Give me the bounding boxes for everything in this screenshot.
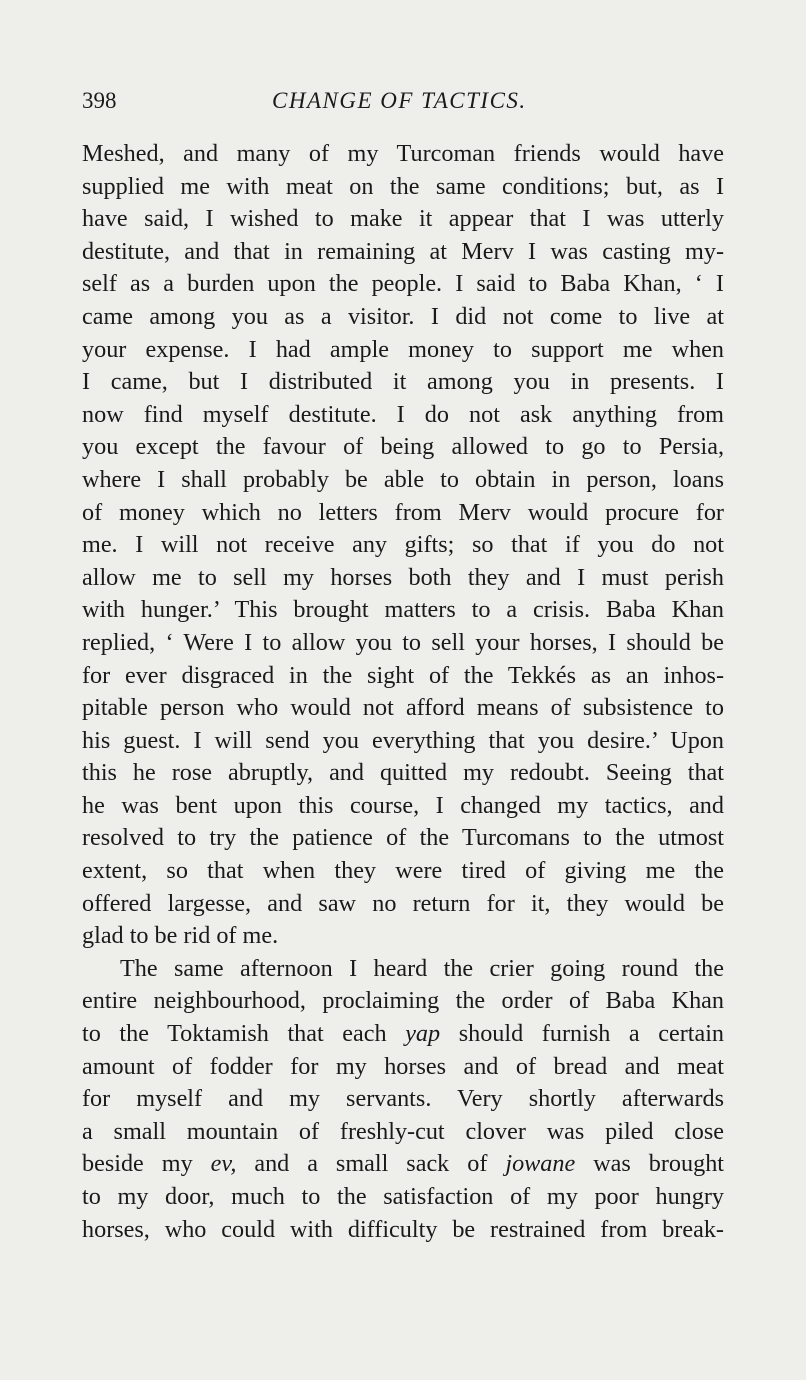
italic-word: ev, (210, 1150, 237, 1178)
text-line: destitute, and that in remaining at Merv I was casting my- (82, 237, 724, 265)
text-line: replied, ‘ Were I to allow you to sell your horses, I should be (82, 628, 724, 656)
text-line: entire neighbourhood, proclaiming the order of Baba Khan (82, 987, 724, 1015)
text-line: glad to be rid of me. (82, 922, 279, 950)
text-segment: was brought (575, 1150, 725, 1178)
page-number: 398 (82, 88, 117, 113)
text-line: have said, I wished to make it appear that I was utterly (82, 205, 724, 233)
text-line (82, 1148, 724, 1181)
paragraph-1 (82, 138, 724, 953)
text-line: to my door, much to the satisfaction of my poor hungry (82, 1183, 724, 1210)
text-line: self as a burden upon the people. I said to Baba Khan, ‘ I (82, 270, 724, 298)
text-line (82, 1018, 724, 1051)
text-line: now find myself destitute. I do not ask anything from (82, 400, 724, 428)
text-line: supplied me with meat on the same conditions; but, as I (82, 172, 724, 200)
text-line: offered largesse, and saw no return for it, they would be (82, 889, 724, 917)
text-line: your expense. I had ample money to support me when (82, 335, 724, 363)
running-head: CHANGE OF TACTICS. (272, 88, 527, 113)
text-segment: to the Toktamish that each (82, 1020, 406, 1048)
text-line: me. I will not receive any gifts; so that if you do not (82, 531, 724, 559)
text-segment: beside my (82, 1150, 211, 1178)
text-line: The same afternoon I heard the crier going round the (120, 954, 724, 982)
italic-word: jowane (505, 1150, 576, 1178)
text-line: extent, so that when they were tired of giving me the (82, 857, 724, 885)
text-line: of money which no letters from Merv would procure for (82, 498, 724, 526)
text-line: a small mountain of freshly-cut clover was piled close (82, 1117, 724, 1145)
text-line: this he rose abruptly, and quitted my redoubt. Seeing that (82, 759, 724, 787)
text-line: horses, who could with difficulty be restrained from break- (82, 1215, 724, 1243)
text-segment: should furnish a certain (440, 1020, 725, 1048)
text-line: allow me to sell my horses both they and I must perish (82, 563, 724, 591)
text-line: where I shall probably be able to obtain in person, loans (82, 465, 724, 493)
text-line: came among you as a visitor. I did not come to live at (82, 302, 724, 330)
text-line: for myself and my servants. Very shortly afterwards (82, 1085, 724, 1113)
text-line: Meshed, and many of my Turcoman friends would have (82, 140, 724, 167)
text-line: I came, but I distributed it among you in presents. I (82, 368, 724, 396)
text-line: you except the favour of being allowed to go to Persia, (82, 433, 724, 461)
text-line: pitable person who would not afford means of subsistence to (82, 694, 724, 722)
text-line: amount of fodder for my horses and of bread and meat (82, 1052, 724, 1080)
text-line: he was bent upon this course, I changed my tactics, and (82, 791, 724, 819)
text-line: his guest. I will send you everything that you desire.’ Upon (82, 726, 724, 754)
paragraph-2 (82, 953, 724, 1246)
page-header (82, 88, 724, 122)
text-line: resolved to try the patience of the Turcomans to the utmost (82, 824, 724, 852)
body-text (82, 138, 724, 1246)
text-segment: and a small sack of (236, 1150, 506, 1178)
text-line: for ever disgraced in the sight of the Tekkés as an inhos- (82, 661, 724, 689)
italic-word: yap (405, 1020, 441, 1048)
text-line: with hunger.’ This brought matters to a crisis. Baba Khan (82, 596, 724, 624)
